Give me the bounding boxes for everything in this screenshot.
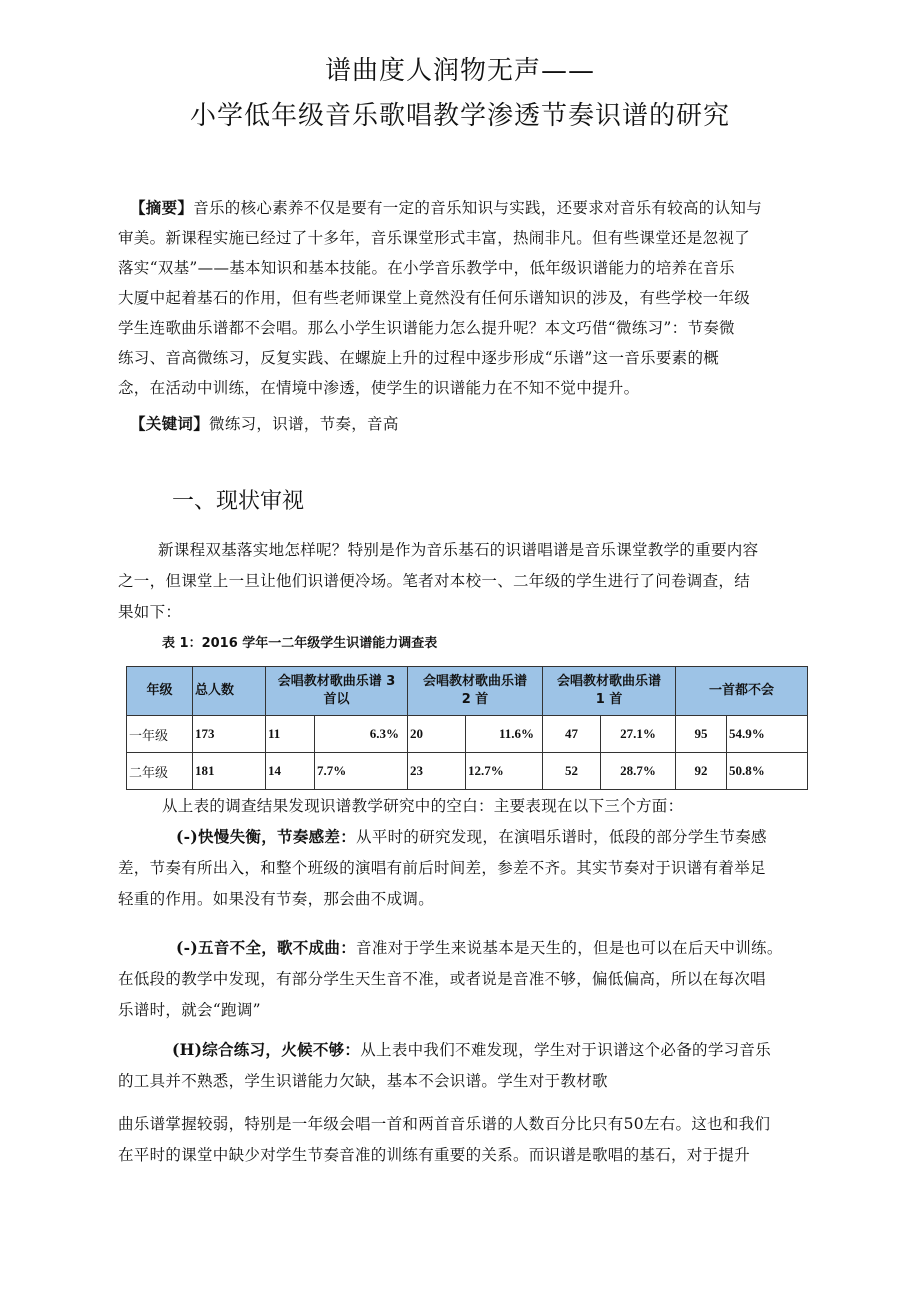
findings-intro: 从上表的调查结果发现识谱教学研究中的空白：主要表现在以下三个方面： <box>162 797 684 815</box>
abstract-line-6: 练习、音高微练习，反复实践、在螺旋上升的过程中逐步形成“乐谱”这一音乐要素的概 <box>118 349 720 367</box>
header-2-songs: 会唱教材歌曲乐谱 2 首 <box>408 667 543 716</box>
cell-n3: 11 <box>266 716 315 753</box>
intro-line-3: 果如下： <box>118 603 182 621</box>
cell-n0: 92 <box>676 753 727 790</box>
abstract-line-2: 审美。新课程实施已经过了十多年，音乐课堂形式丰富，热闹非凡。但有些课堂还是忽视了 <box>118 229 751 247</box>
keywords-text: 微练习，识谱，节奏，音高 <box>209 415 399 433</box>
cell-total: 181 <box>193 753 266 790</box>
title-line-2: 小学低年级音乐歌唱教学渗透节奏识谱的研究 <box>189 101 730 131</box>
finding-3-text: 从上表中我们不难发现，学生对于识谱这个必备的学习音乐 <box>360 1041 772 1059</box>
finding-1-label: (-)快慢失衡，节奏感差： <box>176 827 357 846</box>
cell-p1: 27.1% <box>601 716 676 753</box>
cell-n1: 47 <box>543 716 601 753</box>
abstract-line-7: 念，在活动中训练，在情境中渗透，使学生的识谱能力在不知不觉中提升。 <box>118 379 640 397</box>
finding-2-text: 音准对于学生来说基本是天生的，但是也可以在后天中训练。 <box>356 939 783 957</box>
title-line-1: 谱曲度人润物无声—— <box>324 56 595 86</box>
abstract-line-4: 大厦中起着基石的作用，但有些老师课堂上竟然没有任何乐谱知识的涉及，有些学校一年级 <box>118 289 751 307</box>
section-heading: 一、现状审视 <box>172 489 305 514</box>
cell-n2: 23 <box>408 753 466 790</box>
intro-line-2: 之一，但课堂上一旦让他们识谱便冷场。笔者对本校一、二年级的学生进行了问卷调查，结 <box>118 572 751 590</box>
abstract-text: 音乐的核心素养不仅是要有一定的音乐知识与实践，还要求对音乐有较高的认知与 <box>193 199 763 217</box>
finding-1-text: 从平时的研究发现，在演唱乐谱时，低段的部分学生节奏感 <box>356 828 767 846</box>
cell-n2: 20 <box>408 716 466 753</box>
table-row <box>127 716 808 753</box>
abstract-line-3: 落实“双基”——基本知识和基本技能。在小学音乐教学中，低年级识谱能力的培养在音乐 <box>118 259 735 277</box>
header-total: 总人数 <box>193 667 266 716</box>
finding-2-line-2: 在低段的教学中发现，有部分学生天生音不准，或者说是音准不够，偏低偏高，所以在每次唱 <box>118 970 766 988</box>
finding-2-line-3: 乐谱时，就会“跑调” <box>118 1001 261 1019</box>
finding-3-label: (H)综合练习，火候不够： <box>172 1040 361 1059</box>
abstract-line-1 <box>130 196 762 218</box>
finding-1-line-3: 轻重的作用。如果没有节奏，那会曲不成调。 <box>118 890 435 908</box>
cell-p3: 7.7% <box>315 753 408 790</box>
finding-2-label: (-)五音不全，歌不成曲： <box>176 938 357 957</box>
cell-total: 173 <box>193 716 266 753</box>
header-grade: 年级 <box>127 667 193 716</box>
finding-3-line-4: 在平时的课堂中缺少对学生节奏音准的训练有重要的关系。而识谱是歌唱的基石，对于提升 <box>118 1146 751 1164</box>
cell-n1: 52 <box>543 753 601 790</box>
abstract-label: 【摘要】 <box>130 198 194 217</box>
table-header-row <box>127 667 808 716</box>
cell-p2: 12.7% <box>466 753 543 790</box>
cell-p1: 28.7% <box>601 753 676 790</box>
intro-line-1: 新课程双基落实地怎样呢？特别是作为音乐基石的识谱唱谱是音乐课堂教学的重要内容 <box>158 541 759 559</box>
finding-1-line-1 <box>176 825 767 847</box>
finding-3-line-2: 的工具并不熟悉，学生识谱能力欠缺，基本不会识谱。学生对于教材歌 <box>118 1072 608 1090</box>
finding-2-line-1 <box>176 936 783 958</box>
keywords-label: 【关键词】 <box>130 414 210 433</box>
cell-grade: 二年级 <box>127 753 193 790</box>
cell-p2: 11.6% <box>466 716 543 753</box>
cell-grade: 一年级 <box>127 716 193 753</box>
cell-n3: 14 <box>266 753 315 790</box>
keywords <box>130 412 399 434</box>
header-none: 一首都不会 <box>676 667 808 716</box>
header-3-songs: 会唱教材歌曲乐谱 3 首以 <box>266 667 408 716</box>
finding-1-line-2: 差，节奏有所出入，和整个班级的演唱有前后时间差，参差不齐。其实节奏对于识谱有着举足 <box>118 859 766 877</box>
cell-p0: 50.8% <box>727 753 808 790</box>
survey-table <box>126 666 808 790</box>
cell-p0: 54.9% <box>727 716 808 753</box>
table-caption: 表 1：2016 学年一二年级学生识谱能力调查表 <box>162 636 438 651</box>
cell-p3: 6.3% <box>315 716 408 753</box>
finding-3-line-1 <box>172 1038 771 1060</box>
cell-n0: 95 <box>676 716 727 753</box>
abstract-line-5: 学生连歌曲乐谱都不会唱。那么小学生识谱能力怎么提升呢？本文巧借“微练习”：节奏微 <box>118 319 735 337</box>
finding-3-line-3: 曲乐谱掌握较弱，特别是一年级会唱一首和两首音乐谱的人数百分比只有50左右。这也和我们 <box>118 1115 771 1133</box>
header-1-song: 会唱教材歌曲乐谱 1 首 <box>543 667 676 716</box>
table-row <box>127 753 808 790</box>
